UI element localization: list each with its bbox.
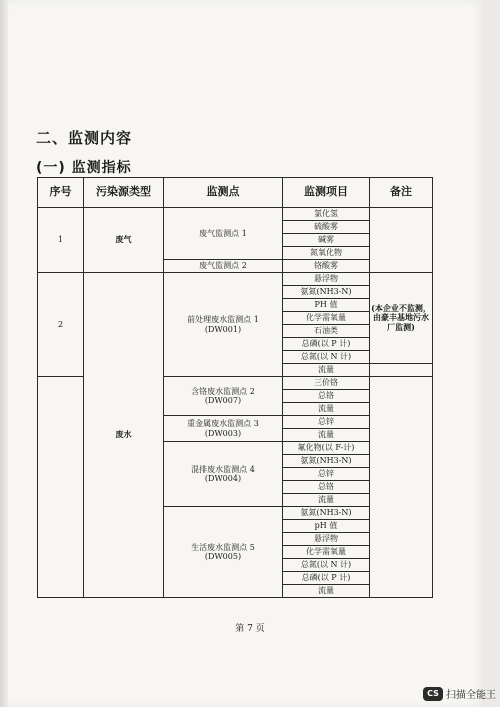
seq-cell: 1 (38, 208, 84, 273)
item-cell: 悬浮物 (283, 273, 370, 286)
remark-cell (370, 364, 433, 377)
table-row (38, 208, 433, 221)
table-row (38, 273, 433, 286)
monitoring-point-cell: 重金属废水监测点 3 (DW003) (164, 416, 283, 442)
item-cell: 氮氧化物 (283, 247, 370, 260)
monitoring-table (37, 177, 433, 598)
header-source-type: 污染源类型 (84, 178, 164, 208)
item-cell: 总铬 (283, 390, 370, 403)
item-cell: 化学需氧量 (283, 546, 370, 559)
table-header-row (38, 178, 433, 208)
remark-cell (370, 377, 433, 598)
item-cell: 总磷(以 P 计) (283, 572, 370, 585)
monitoring-point-cell: 废气监测点 2 (164, 260, 283, 273)
item-cell: 流量 (283, 494, 370, 507)
item-cell: 流量 (283, 429, 370, 442)
item-cell: 氨氮(NH3-N) (283, 507, 370, 520)
item-cell: 流量 (283, 403, 370, 416)
scanner-watermark (423, 686, 496, 701)
seq-cell: 2 (38, 273, 84, 377)
item-cell: 总氮(以 N 计) (283, 351, 370, 364)
item-cell: PH 值 (283, 299, 370, 312)
item-cell: 总氮(以 N 计) (283, 559, 370, 572)
item-cell: 碱雾 (283, 234, 370, 247)
header-monitoring-item: 监测项目 (283, 178, 370, 208)
item-cell: 氨氮(NH3-N) (283, 455, 370, 468)
item-cell: 氨氮(NH3-N) (283, 286, 370, 299)
source-type-cell: 废水 (84, 273, 164, 598)
monitoring-point-cell: 前处理废水监测点 1 (DW001) (164, 273, 283, 377)
remark-cell-note: (本企业不监测，由豪丰基地污水厂监测) (370, 273, 433, 364)
item-cell: 硫酸雾 (283, 221, 370, 234)
item-cell: 总锌 (283, 416, 370, 429)
item-cell: 悬浮物 (283, 533, 370, 546)
seq-cell (38, 377, 84, 598)
header-monitoring-point: 监测点 (164, 178, 283, 208)
item-cell: 总铬 (283, 481, 370, 494)
item-cell: 总锌 (283, 468, 370, 481)
camscanner-logo-icon: CS (423, 687, 443, 701)
page-edge-shadow (0, 0, 8, 707)
source-type-cell: 废气 (84, 208, 164, 273)
item-cell: 化学需氧量 (283, 312, 370, 325)
item-cell: 石油类 (283, 325, 370, 338)
monitoring-point-cell: 生活废水监测点 5 (DW005) (164, 507, 283, 598)
item-cell: 氟化物(以 F-计) (283, 442, 370, 455)
monitoring-point-cell: 废气监测点 1 (164, 208, 283, 260)
item-cell: 氯化氢 (283, 208, 370, 221)
item-cell: pH 值 (283, 520, 370, 533)
remark-cell (370, 208, 433, 273)
subsection-title: (一) 监测指标 (36, 160, 132, 176)
item-cell: 流量 (283, 364, 370, 377)
item-cell: 铬酸雾 (283, 260, 370, 273)
watermark-text: 扫描全能王 (446, 690, 496, 701)
item-cell: 总磷(以 P 计) (283, 338, 370, 351)
header-seq: 序号 (38, 178, 84, 208)
monitoring-point-cell: 含铬废水监测点 2 (DW007) (164, 377, 283, 416)
header-remarks: 备注 (370, 178, 433, 208)
item-cell: 流量 (283, 585, 370, 598)
section-title: 二、监测内容 (36, 129, 133, 147)
monitoring-point-cell: 混排废水监测点 4 (DW004) (164, 442, 283, 507)
item-cell: 三价铬 (283, 377, 370, 390)
page-number: 第 7 页 (235, 624, 265, 634)
